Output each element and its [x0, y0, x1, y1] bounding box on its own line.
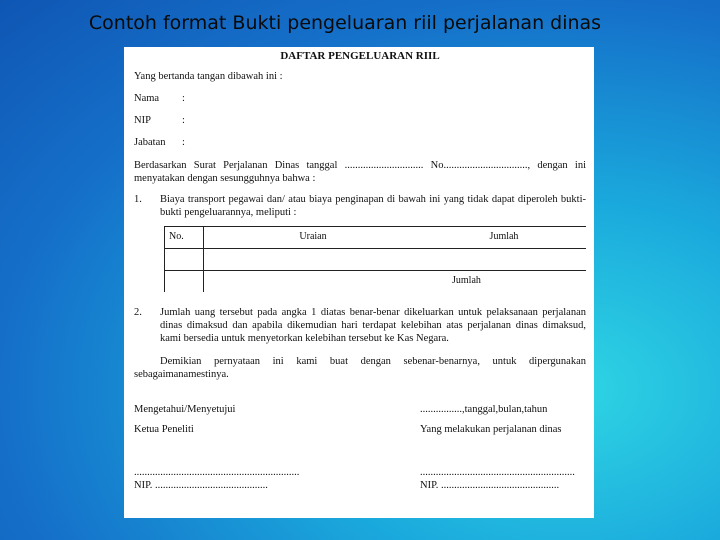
- total-label: Jumlah: [452, 275, 481, 286]
- cell-jumlah: [422, 248, 586, 270]
- nip-line: NIP. ...........................................: [134, 479, 268, 491]
- field-jabatan: [134, 136, 586, 149]
- signature-dots: ...............................................................: [134, 466, 300, 478]
- field-colon: :: [182, 137, 185, 149]
- cell-no: [165, 248, 204, 270]
- table-total-row: [165, 270, 587, 292]
- header-uraian: Uraian: [204, 226, 423, 248]
- date-line: ................,tanggal,bulan,tahun: [420, 404, 548, 416]
- cell-uraian: [204, 270, 423, 292]
- table-row: [165, 248, 587, 270]
- expense-table: [164, 226, 586, 292]
- field-colon: :: [182, 115, 185, 126]
- approval-label: Mengetahui/Menyetujui: [134, 404, 236, 416]
- signature-left: [134, 403, 306, 492]
- cell-uraian: [204, 248, 423, 270]
- item-1: [134, 193, 586, 219]
- field-label: Nama: [134, 92, 160, 104]
- cell-no: [165, 270, 204, 292]
- field-nama: [134, 92, 586, 105]
- item-2: [134, 306, 586, 345]
- statement-text: Berdasarkan Surat Perjalanan Dinas tanggal .............................. No................................, dengan ini menyatakan dengan sesungguhnya bahwa :: [134, 160, 586, 185]
- nip-line: NIP. .............................................: [420, 479, 560, 491]
- item-number: 2.: [134, 306, 142, 318]
- document-title: DAFTAR PENGELUARAN RIIL: [280, 50, 440, 62]
- header-no: No.: [165, 226, 204, 248]
- signature-section: [134, 403, 586, 492]
- field-label: NIP: [134, 115, 151, 126]
- slide-title: Contoh format Bukti pengeluaran riil perjalanan dinas: [88, 12, 602, 34]
- intro-text: Yang bertanda tangan dibawah ini :: [134, 70, 283, 82]
- role-label: Ketua Peneliti: [134, 423, 194, 435]
- item-text: Biaya transport pegawai dan/ atau biaya penginapan di bawah ini yang tidak dapat diperoleh bukti-bukti pengeluarannya, meliputi :: [160, 193, 586, 218]
- item-number: 1.: [134, 193, 142, 205]
- closing-text: Demikian pernyataan ini kami buat dengan sebenar-benarnya, untuk dipergunakan sebagaimanamestinya.: [134, 356, 586, 381]
- field-colon: :: [182, 92, 185, 104]
- field-nip: [134, 114, 586, 127]
- table-header-row: [165, 226, 587, 248]
- signature-dots: ...........................................................: [420, 466, 575, 478]
- field-label: Jabatan: [134, 137, 166, 149]
- header-jumlah: Jumlah: [422, 226, 586, 248]
- item-text: Jumlah uang tersebut pada angka 1 diatas benar-benar dikeluarkan untuk pelaksanaan perjalanan dinas dimaksud dan apabila dikemudian hari terdapat kelebihan atas perjalanan dinas dimaksud, kami bersedia untuk menyetorkan kelebihan tersebut ke Kas Negara.: [160, 306, 586, 344]
- role-label: Yang melakukan perjalanan dinas: [420, 423, 562, 435]
- document-page: [124, 47, 594, 518]
- signature-right: [420, 403, 586, 492]
